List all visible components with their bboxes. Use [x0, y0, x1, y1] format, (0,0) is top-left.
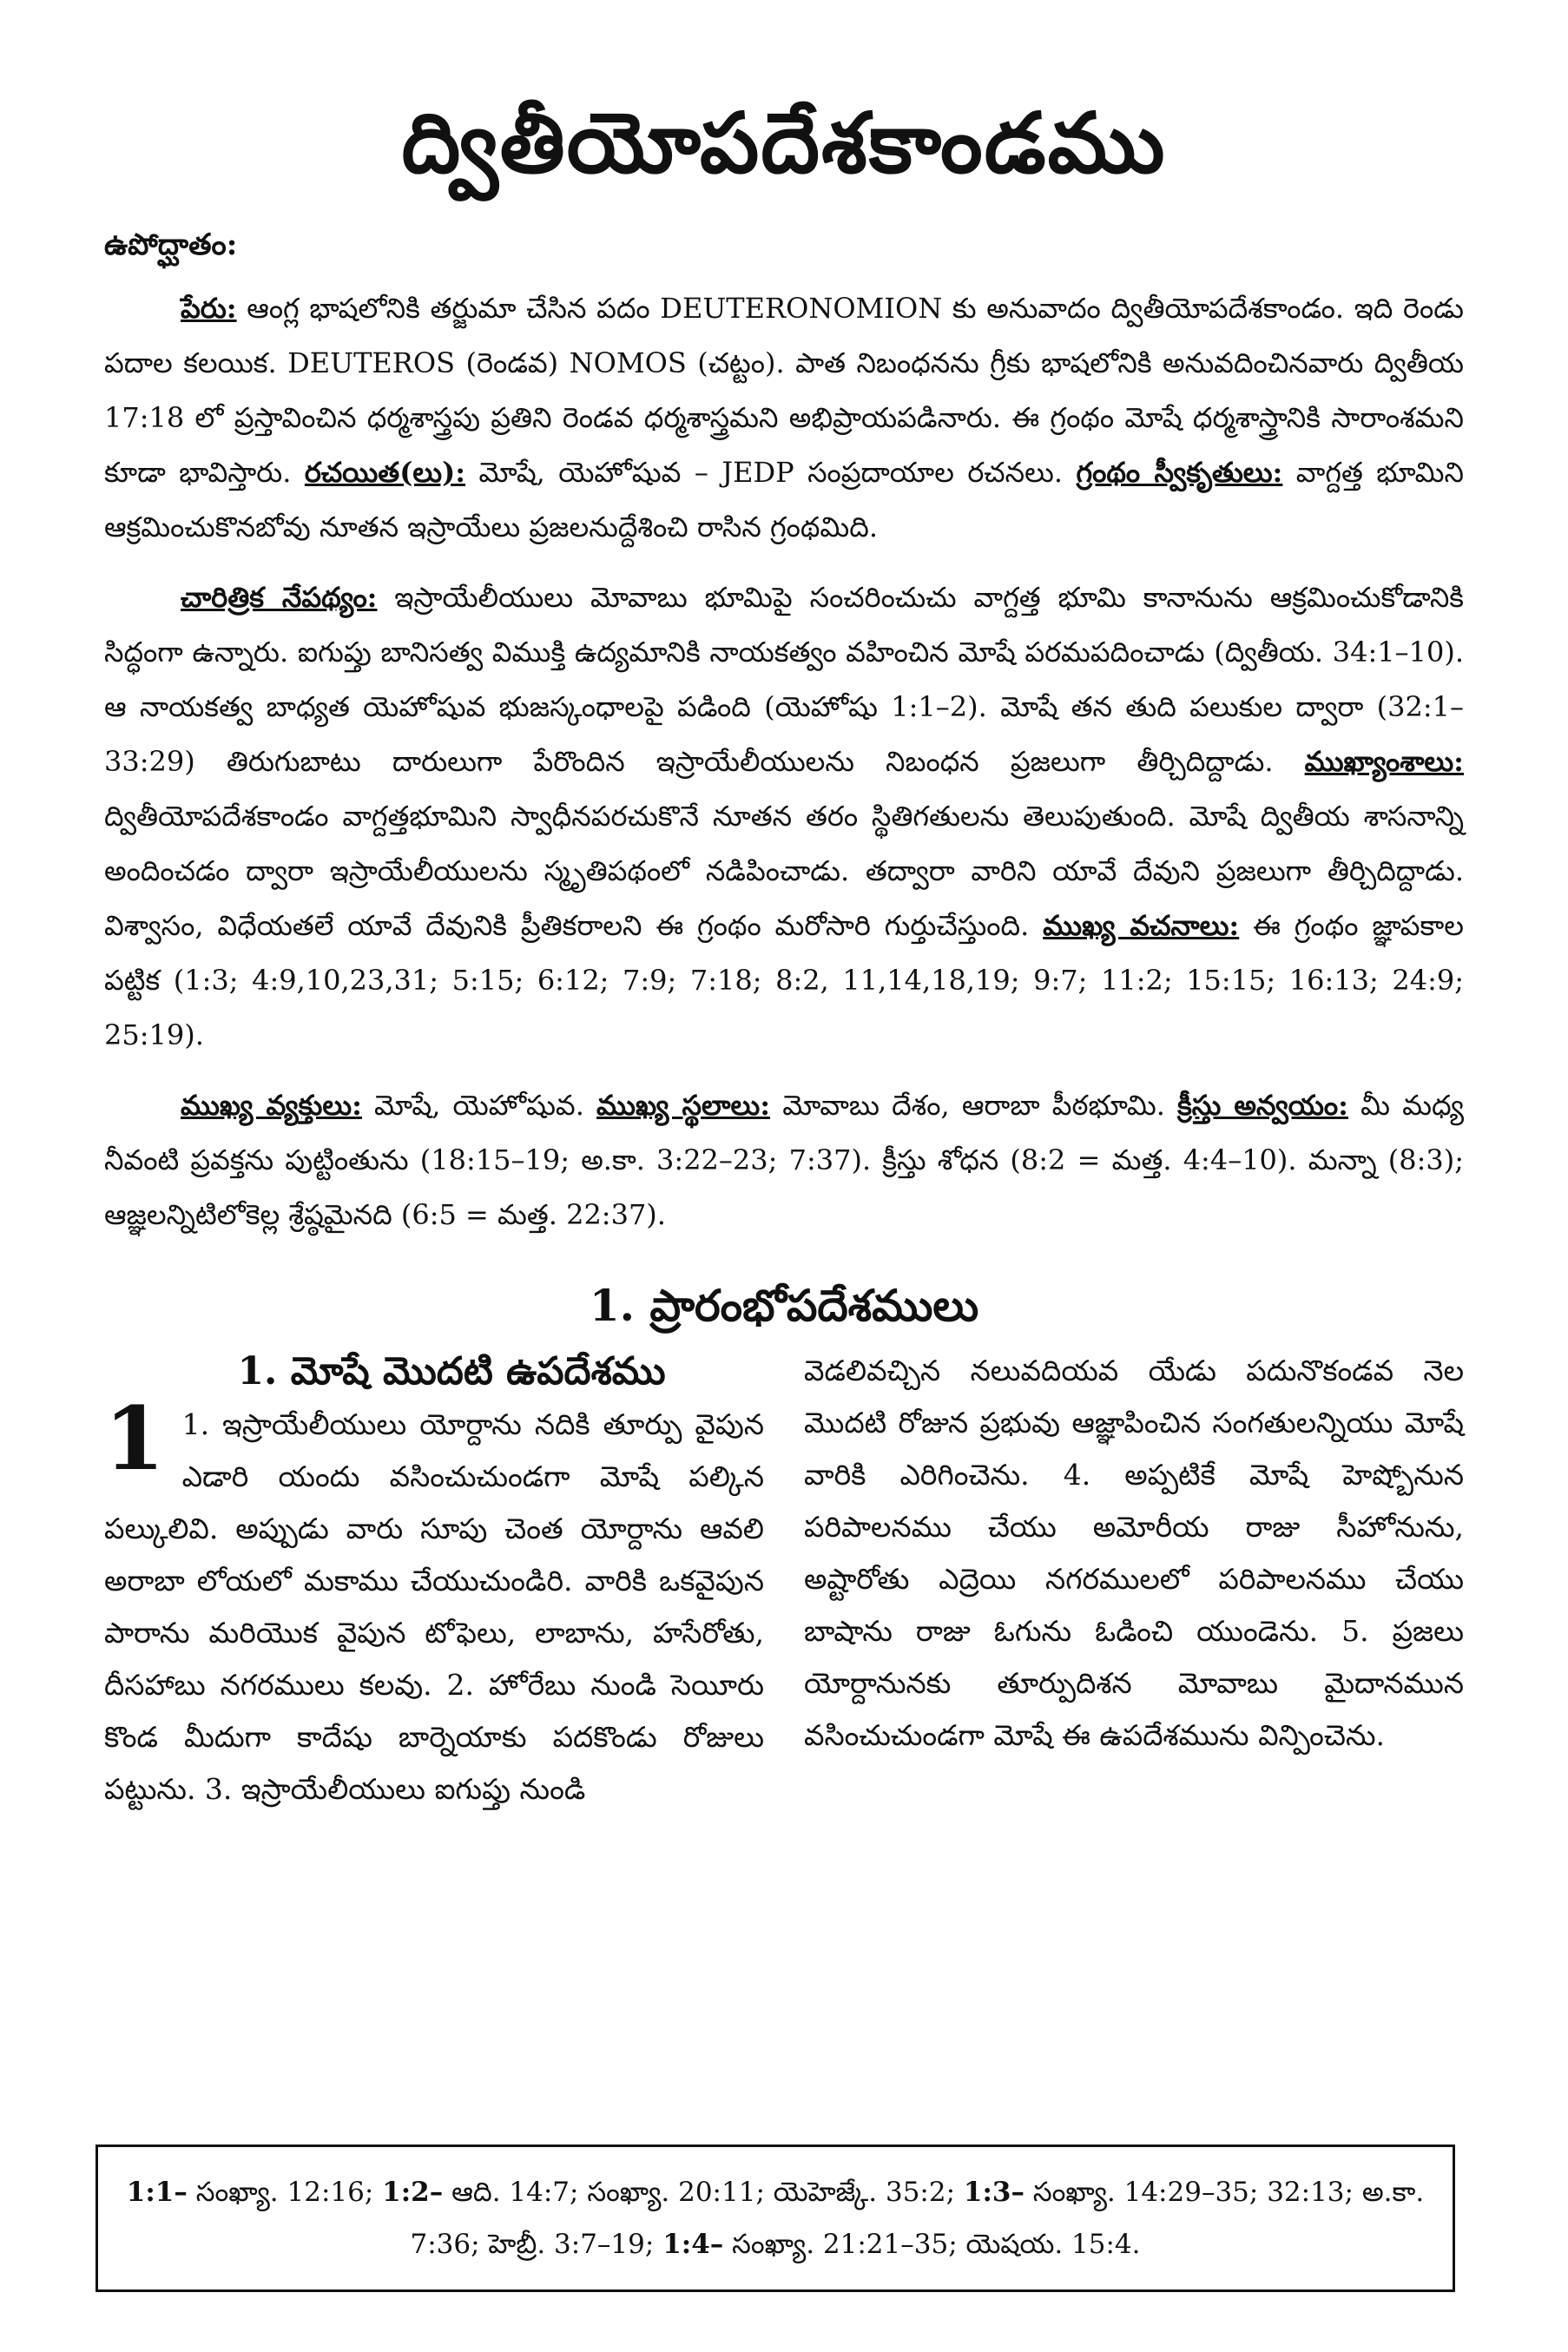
ref-text-1-2: ఆది. 14:7; సంఖ్యా. 20:11; యెహెజ్కే. 35:2; [443, 2177, 964, 2208]
text-key-places: మోవాబు దేశం, ఆరాబా పీఠభూమి. [770, 1089, 1178, 1122]
text-background: ఇస్రాయేలీయులు మోవాబు భూమిపై సంచరించుచు వాగ్దత్త భూమి కానానును ఆక్రమించుకోడానికి సిద్ధంగా ఉన్నారు. ఐగుప్తు బానిసత్వ విముక్తి ఉద్యమానికి నాయకత్వం వహించిన మోషే పరమపదించాడు (ద్వితీయ. 34:1–10). ఆ నాయకత్వ బాధ్యత యెహోషువ భుజస్కంధాలపై పడింది (యెహోషు 1:1–2). మోషే తన తుది పలుకుల ద్వారా (32:1–33:29) తిరుగుబాటు దారులుగా పేరొందిన ఇస్రాయేలీయులను నిబంధన ప్రజలుగా తీర్చిదిద్దాడు. [104, 581, 1464, 778]
intro-paragraph-background [104, 570, 1464, 1063]
label-background: చారిత్రిక నేపథ్యం: [181, 581, 378, 614]
intro-paragraph-people [104, 1078, 1464, 1242]
ref-label-1-4: 1:4– [662, 2229, 724, 2260]
column-left-text: 1. ఇస్రాయేలీయులు యోర్దాను నదికి తూర్పు వైపున ఎడారి యందు వసించుచుండగా మోషే పల్కిన పల్కులివి. అప్పుడు వారు సూపు చెంత యోర్దాను ఆవలి అరాబా లోయలో మకాము చేయుచుండిరి. వారికి ఒకవైపున పారాను మరియొక వైపున టోఫెలు, లాబాను, హసేరోతు, దీసహాబు నగరములు కలవు. 2. హోరేబు నుండి సెయీరు కొండ మీదుగా కాదేషు బార్నెయాకు పదకొండు రోజులు పట్టును. 3. ఇస్రాయేలీయులు ఐగుప్తు నుండి [104, 1407, 764, 1806]
text-name: ఆంగ్ల భాషలోనికి తర్జుమా చేసిన పదం DEUTERONOMION కు అనువాదం ద్వితీయోపదేశకాండం. ఇది రెండు పదాల కలయిక. DEUTEROS (రెండవ) NOMOS (చట్టం). పాత నిబంధనను గ్రీకు భాషలోనికి అనువదించినవారు ద్వితీయ 17:18 లో ప్రస్తావించిన ధర్మశాస్త్రపు ప్రతిని రెండవ ధర్మశాస్త్రమని అభిప్రాయపడినారు. ఈ గ్రంథం మోషే ధర్మశాస్త్రానికి సారాంశమని కూడా భావిస్తారు. [104, 292, 1464, 489]
label-key-verses: ముఖ్య వచనాలు: [1043, 909, 1240, 942]
section-heading: 1. ప్రారంభోపదేశములు [589, 1280, 979, 1331]
column-right [804, 1345, 1464, 1815]
text-recipients: వాగ్దత్త భూమిని ఆక్రమించుకొనబోవు నూతన ఇస్రాయేలు ప్రజలనుద్దేశించి రాసిన గ్రంథమిది. [104, 456, 1465, 544]
label-key-places: ముఖ్య స్థలాలు: [596, 1089, 771, 1122]
label-name: పేరు: [181, 292, 237, 325]
column-right-text: వెడలివచ్చిన నలువదియవ యేడు పదునొకండవ నెల మొదటి రోజున ప్రభువు ఆజ్ఞాపించిన సంగతులన్నియు మోషే వారికి ఎరిగించెను. 4. అప్పటికే మోషే హెష్బోనున పరిపాలనము చేయు అమోరీయ రాజు సీహోనును, అష్టారోతు ఎద్రెయి నగరములలో పరిపాలనము చేయు బాషాను రాజు ఓగును ఓడించి యుండెను. 5. ప్రజలు యోర్దానునకు తూర్పుదిశన మోవాబు మైదానమున వసించుచుండగా మోషే ఈ ఉపదేశమును విన్పించెను. [804, 1354, 1464, 1752]
label-author: రచయిత(లు): [304, 456, 466, 489]
ref-label-1-1: 1:1– [126, 2177, 188, 2208]
text-key-people: మోషే, యెహోషువ. [361, 1089, 597, 1122]
text-author: మోషే, యెహోషువ – JEDP సంప్రదాయాల రచనలు. [465, 456, 1077, 489]
chapter-number: 1 [104, 1387, 165, 1490]
chapter-columns [104, 1345, 1464, 1815]
book-title: ద్వితీయోపదేశకాండము [401, 94, 1167, 192]
label-christ-application: క్రీస్తు అన్వయం: [1177, 1089, 1348, 1122]
ref-text-1-3: సంఖ్యా. 14:29–35; 32:13; అ.కా. 7:36; హెబ్రీ. 3:7–19; [410, 2177, 1425, 2260]
column-left [104, 1345, 764, 1815]
text-christ-application: మీ మధ్య నీవంటి ప్రవక్తను పుట్టింతును (18:15–19; అ.కా. 3:22–23; 7:37). క్రీస్తు శోధన (8:2 = మత్త. 4:4–10). మన్నా (8:3); ఆజ్ఞలన్నిటిలోకెల్ల శ్రేష్ఠమైనది (6:5 = మత్త. 22:37). [104, 1089, 1464, 1231]
ref-label-1-2: 1:2– [382, 2177, 444, 2208]
ref-text-1-4: సంఖ్యా. 21:21–35; యెషయ. 15:4. [723, 2229, 1141, 2260]
intro-paragraph-name [104, 281, 1464, 555]
ref-label-1-3: 1:3– [963, 2177, 1024, 2208]
cross-reference-box [96, 2144, 1455, 2292]
chapter-heading: 1. మోషే మొదటి ఉపదేశము [237, 1349, 666, 1393]
text-key-verses: ఈ గ్రంథం జ్ఞాపకాల పట్టిక (1:3; 4:9,10,23,31; 5:15; 6:12; 7:9; 7:18; 8:2, 11,14,18,19; 9:7; 11:2; 15:15; 16:13; 24:9; 25:19). [104, 909, 1464, 1051]
label-recipients: గ్రంథం స్వీకృతులు: [1076, 456, 1283, 489]
label-themes: ముఖ్యాంశాలు: [1304, 745, 1464, 778]
ref-text-1-1: సంఖ్యా. 12:16; [187, 2177, 383, 2208]
label-key-people: ముఖ్య వ్యక్తులు: [181, 1089, 362, 1122]
text-themes: ద్వితీయోపదేశకాండం వాగ్దత్తభూమిని స్వాధీనపరచుకొనే నూతన తరం స్థితిగతులను తెలుపుతుంది. మోషే ద్వితీయ శాసనాన్ని అందించడం ద్వారా ఇస్రాయేలీయులను స్మృతిపథంలో నడిపించాడు. తద్వారా వారిని యావే దేవుని ప్రజలుగా తీర్చిదిద్దాడు. విశ్వాసం, విధేయతలే యావే దేవునికి ప్రీతికరాలని ఈ గ్రంథం మరోసారి గుర్తుచేస్తుంది. [104, 800, 1464, 942]
intro-heading: ఉపోద్ఘాతం: [104, 227, 238, 262]
